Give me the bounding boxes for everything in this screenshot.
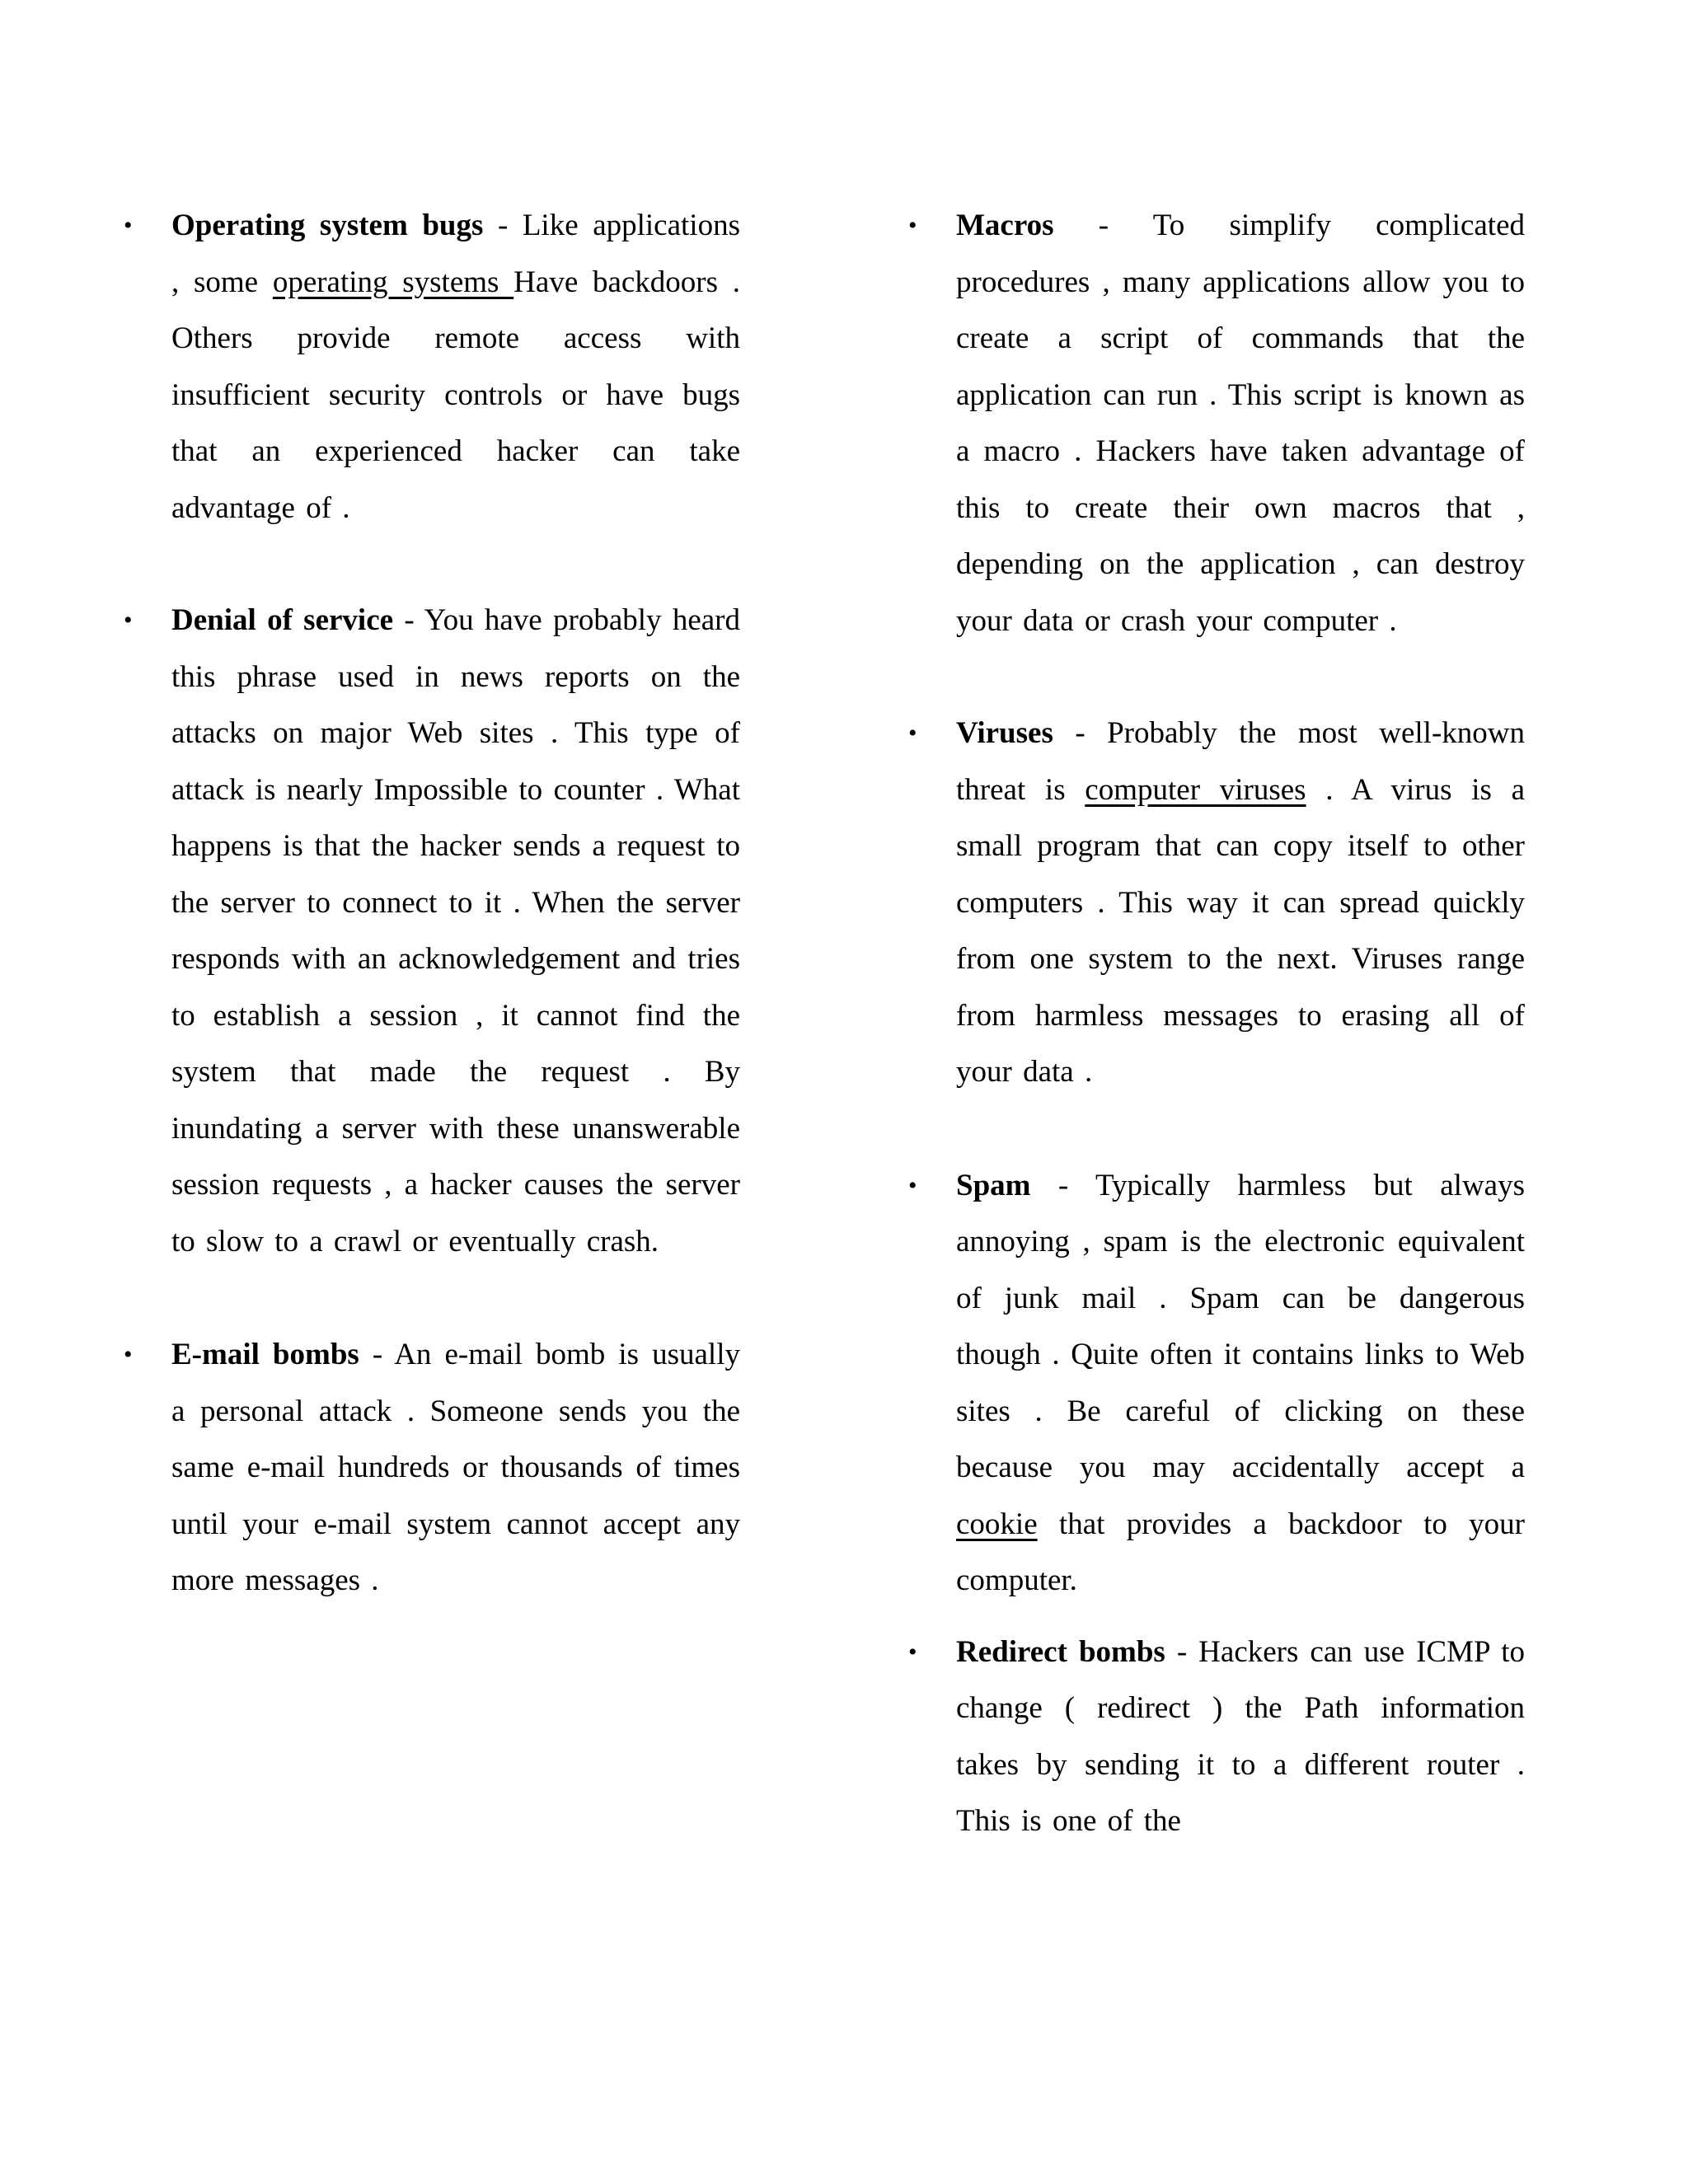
right-bullet-list [908, 198, 1526, 1850]
list-item-denial-of-service [124, 593, 740, 1270]
bullet-icon: • [124, 607, 133, 634]
list-item-spam [908, 1158, 1525, 1610]
body-text: - You have probably heard this phrase used in news reports on the attacks on major Web sites . This type of attack is nearly Impossible to counter . What happens is that the hacker sends a request to the server to connect to it . When the server responds with an acknowledgement and tries to establish a session , it cannot find the system that made the request . By inundating a server with these unanswerable session requests , a hacker causes the server to slow to a crawl or eventually crash. [171, 603, 740, 1258]
list-item-macros [908, 198, 1525, 649]
body-text: - Typically harmless but always annoying , spam is the electronic equivalent of junk mail . Spam can be dangerous though . Quite often it contains links to Web sites . Be careful of clicking on these because you may accidentally accept a [956, 1168, 1525, 1484]
left-column [124, 198, 740, 1610]
list-item-viruses [908, 705, 1526, 1101]
cookie-link[interactable]: cookie [956, 1507, 1038, 1541]
right-column [908, 198, 1526, 1850]
bullet-icon: • [124, 1341, 133, 1368]
bullet-icon: • [908, 1638, 917, 1666]
operating-systems-link[interactable]: operating systems [272, 265, 514, 299]
term-heading: Operating system bugs [171, 209, 484, 242]
body-text: - Hackers can use ICMP to change ( redirect ) the Path information takes by sending it to a different router . This is one of the [956, 1634, 1526, 1838]
term-heading: Viruses [956, 716, 1053, 750]
term-heading: E-mail bombs [171, 1338, 359, 1371]
left-bullet-list [124, 198, 740, 1610]
term-heading: Macros [956, 209, 1054, 242]
body-text: - Probably the most well-known threat is [956, 716, 1525, 807]
body-text: - Like applications , some [171, 209, 740, 299]
term-heading: Denial of service [171, 603, 394, 637]
list-item-redirect-bombs [908, 1624, 1526, 1850]
body-text: Have backdoors . Others provide remote access with insufficient security controls or have bugs that an experienced hacker can take advantage of . [171, 265, 740, 525]
body-text: - An e-mail bomb is usually a personal attack . Someone sends you the same e-mail hundreds or thousands of times until your e-mail system cannot accept any more messages . [171, 1338, 740, 1597]
computer-viruses-link[interactable]: computer viruses [1085, 772, 1306, 807]
body-text: . A virus is a small program that can copy itself to other computers . This way it can spread quickly from one system to the next. Viruses range from harmless messages to erasing all of your data . [956, 772, 1526, 1089]
bullet-icon: • [124, 212, 133, 239]
body-text: - To simplify complicated procedures , many applications allow you to create a script of commands that the application can run . This script is known as a macro . Hackers have taken advantage of this to create their own macros that , depending on the application , can destroy your data or crash your computer . [956, 209, 1525, 638]
term-heading: Redirect bombs [956, 1634, 1165, 1669]
bullet-icon: • [908, 212, 917, 239]
body-text: that provides a backdoor to your computer. [956, 1507, 1525, 1597]
list-item-operating-system-bugs [124, 198, 740, 537]
bullet-icon: • [908, 1171, 917, 1199]
term-heading: Spam [956, 1168, 1031, 1202]
list-item-email-bombs [124, 1327, 740, 1610]
bullet-icon: • [908, 719, 917, 747]
